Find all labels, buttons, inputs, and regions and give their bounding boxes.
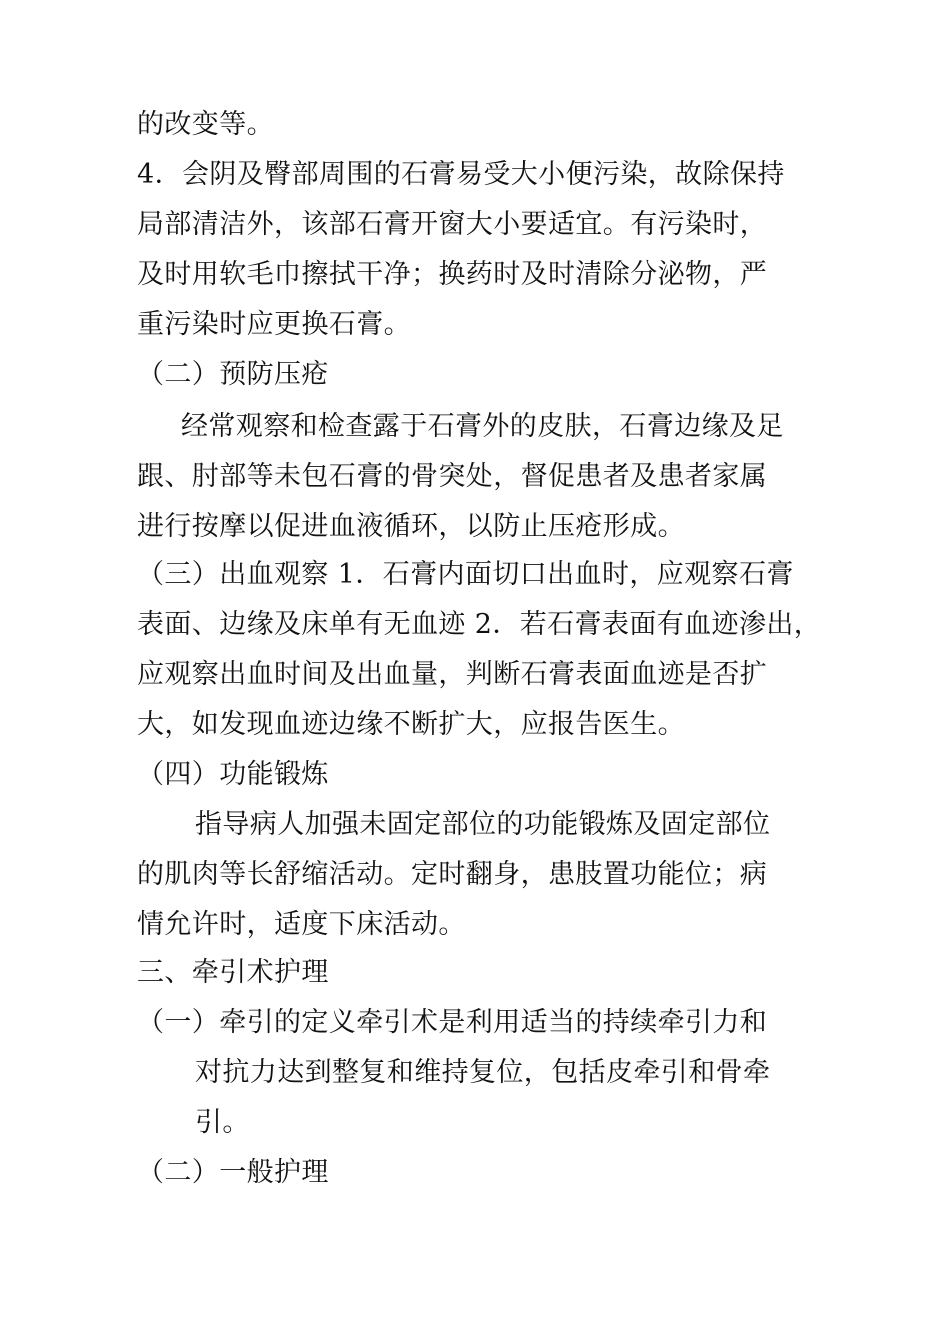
text-line: 的改变等。	[137, 109, 274, 140]
section-heading: （二）一般护理	[137, 1157, 329, 1188]
section-heading: （二）预防压疮	[137, 359, 329, 390]
section-heading: （一）牵引的定义牵引术是利用适当的持续牵引力和	[137, 1007, 768, 1038]
text-line: 情允许时，适度下床活动。	[137, 909, 466, 940]
text-line: 4．会阴及臀部周围的石膏易受大小便污染，故除保持	[137, 159, 785, 190]
text-line: 对抗力达到整复和维持复位，包括皮牵引和骨牵	[195, 1057, 771, 1088]
section-heading: （三）出血观察 1．石膏内面切口出血时，应观察石膏	[137, 559, 794, 590]
text-line: 指导病人加强未固定部位的功能锻炼及固定部位	[195, 809, 771, 840]
text-line: 经常观察和检查露于石膏外的皮肤，石膏边缘及足	[181, 411, 784, 442]
section-heading: 三、牵引术护理	[137, 957, 329, 988]
text-line: 应观察出血时间及出血量，判断石膏表面血迹是否扩	[137, 659, 768, 690]
text-line: 及时用软毛巾擦拭干净；换药时及时清除分泌物，严	[137, 259, 768, 290]
text-line: 进行按摩以促进血液循环，以防止压疮形成。	[137, 511, 685, 542]
text-line: 跟、肘部等未包石膏的骨突处，督促患者及患者家属	[137, 461, 768, 492]
text-line: 的肌肉等长舒缩活动。定时翻身，患肢置功能位；病	[137, 859, 768, 890]
section-heading: （四）功能锻炼	[137, 759, 329, 790]
text-line: 局部清洁外，该部石膏开窗大小要适宜。有污染时，	[137, 209, 768, 240]
text-line: 大，如发现血迹边缘不断扩大，应报告医生。	[137, 709, 685, 740]
text-line: 引。	[195, 1107, 250, 1138]
text-line: 表面、边缘及床单有无血迹 2．若石膏表面有血迹渗出，	[137, 609, 822, 640]
text-line: 重污染时应更换石膏。	[137, 309, 411, 340]
